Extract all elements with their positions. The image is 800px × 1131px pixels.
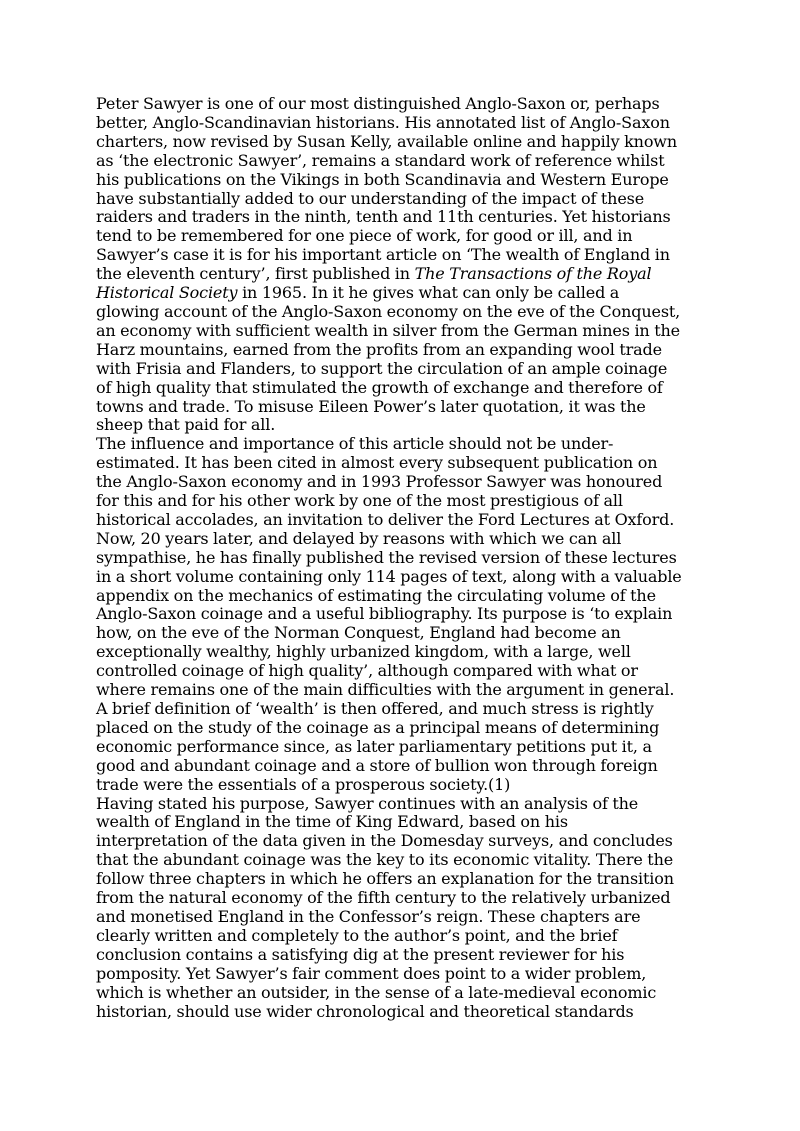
text-line: follow three chapters in which he offers an explanation for the transition <box>96 869 674 889</box>
text-line: historian, should use wider chronological and theoretical standards <box>96 1001 634 1021</box>
text-line: appendix on the mechanics of estimating the circulating volume of the <box>96 585 656 605</box>
text-line: the Anglo-Saxon economy and in 1993 Professor Sawyer was honoured <box>96 472 663 492</box>
text-line: Having stated his purpose, Sawyer continues with an analysis of the <box>96 793 639 813</box>
text-line: tend to be remembered for one piece of work, for good or ill, and in <box>96 226 633 246</box>
text-line: for this and for his other work by one of the most prestigious of all <box>96 491 623 511</box>
text-line: of high quality that stimulated the growth of exchange and therefore of <box>96 377 663 397</box>
text-segment: in 1965. In it he gives what can only be called a <box>237 283 620 303</box>
text-line: glowing account of the Anglo-Saxon economy on the eve of the Conquest, <box>96 301 681 321</box>
text-line: The influence and importance of this article should not be under- <box>96 434 614 454</box>
text-line: historical accolades, an invitation to deliver the Ford Lectures at Oxford. <box>96 509 675 529</box>
text-line: raiders and traders in the ninth, tenth and 11th centuries. Yet historians <box>96 207 671 227</box>
text-line: that the abundant coinage was the key to its economic vitality. There the <box>96 850 674 870</box>
text-line: with Frisia and Flanders, to support the circulation of an ample coinage <box>96 358 668 378</box>
text-line: economic performance since, as later parliamentary petitions put it, a <box>96 736 652 756</box>
text-line <box>96 265 716 284</box>
text-line: where remains one of the main difficulties with the argument in general. <box>96 680 675 700</box>
journal-title: The Transactions of the Royal <box>414 264 652 284</box>
text-line: his publications on the Vikings in both Scandinavia and Western Europe <box>96 169 669 189</box>
text-line: and monetised England in the Confessor’s reign. These chapters are <box>96 906 641 926</box>
review-text <box>96 95 716 1021</box>
paragraph-1 <box>96 95 716 435</box>
paragraph-2 <box>96 435 716 794</box>
text-line: from the natural economy of the fifth century to the relatively urbanized <box>96 888 671 908</box>
text-line: Sawyer’s case it is for his important article on ‘The wealth of England in <box>96 245 670 265</box>
text-line: placed on the study of the coinage as a principal means of determining <box>96 717 660 737</box>
text-line <box>96 284 716 303</box>
text-line: Harz mountains, earned from the profits from an expanding wool trade <box>96 339 662 359</box>
text-line: sheep that paid for all. <box>96 415 276 435</box>
text-line: conclusion contains a satisfying dig at the present reviewer for his <box>96 944 625 964</box>
text-line: A brief definition of ‘wealth’ is then offered, and much stress is rightly <box>96 699 654 718</box>
text-line: good and abundant coinage and a store of bullion won through foreign <box>96 755 658 775</box>
paragraph-3 <box>96 795 716 1022</box>
text-line: sympathise, he has finally published the revised version of these lectures <box>96 547 677 567</box>
text-line: Anglo-Saxon coinage and a useful bibliography. Its purpose is ‘to explain <box>96 604 673 624</box>
text-line: pomposity. Yet Sawyer’s fair comment does point to a wider problem, <box>96 963 647 983</box>
text-line: which is whether an outsider, in the sense of a late-medieval economic <box>96 982 657 1002</box>
text-line: in a short volume containing only 114 pages of text, along with a valuable <box>96 566 682 586</box>
text-line: charters, now revised by Susan Kelly, available online and happily known <box>96 131 677 151</box>
text-line: how, on the eve of the Norman Conquest, England had become an <box>96 623 621 643</box>
text-line: Peter Sawyer is one of our most distinguished Anglo-Saxon or, perhaps <box>96 94 660 113</box>
text-line: estimated. It has been cited in almost every subsequent publication on <box>96 453 658 473</box>
text-line: clearly written and completely to the author’s point, and the brief <box>96 925 618 945</box>
text-line: wealth of England in the time of King Edward, based on his <box>96 812 568 832</box>
journal-title-cont: Historical Society <box>96 283 238 303</box>
text-line: have substantially added to our understanding of the impact of these <box>96 188 645 208</box>
text-line: an economy with sufficient wealth in silver from the German mines in the <box>96 320 680 340</box>
text-line: interpretation of the data given in the Domesday surveys, and concludes <box>96 831 673 851</box>
text-line: trade were the essentials of a prosperous society.(1) <box>96 774 511 794</box>
text-line: controlled coinage of high quality’, although compared with what or <box>96 661 638 681</box>
text-line: Now, 20 years later, and delayed by reasons with which we can all <box>96 528 622 548</box>
text-line: as ‘the electronic Sawyer’, remains a standard work of reference whilst <box>96 150 665 170</box>
text-line: better, Anglo-Scandinavian historians. His annotated list of Anglo-Saxon <box>96 112 670 132</box>
text-segment: the eleventh century’, first published in <box>96 264 415 284</box>
text-line: exceptionally wealthy, highly urbanized kingdom, with a large, well <box>96 642 631 662</box>
text-line: towns and trade. To misuse Eileen Power’s later quotation, it was the <box>96 396 646 416</box>
